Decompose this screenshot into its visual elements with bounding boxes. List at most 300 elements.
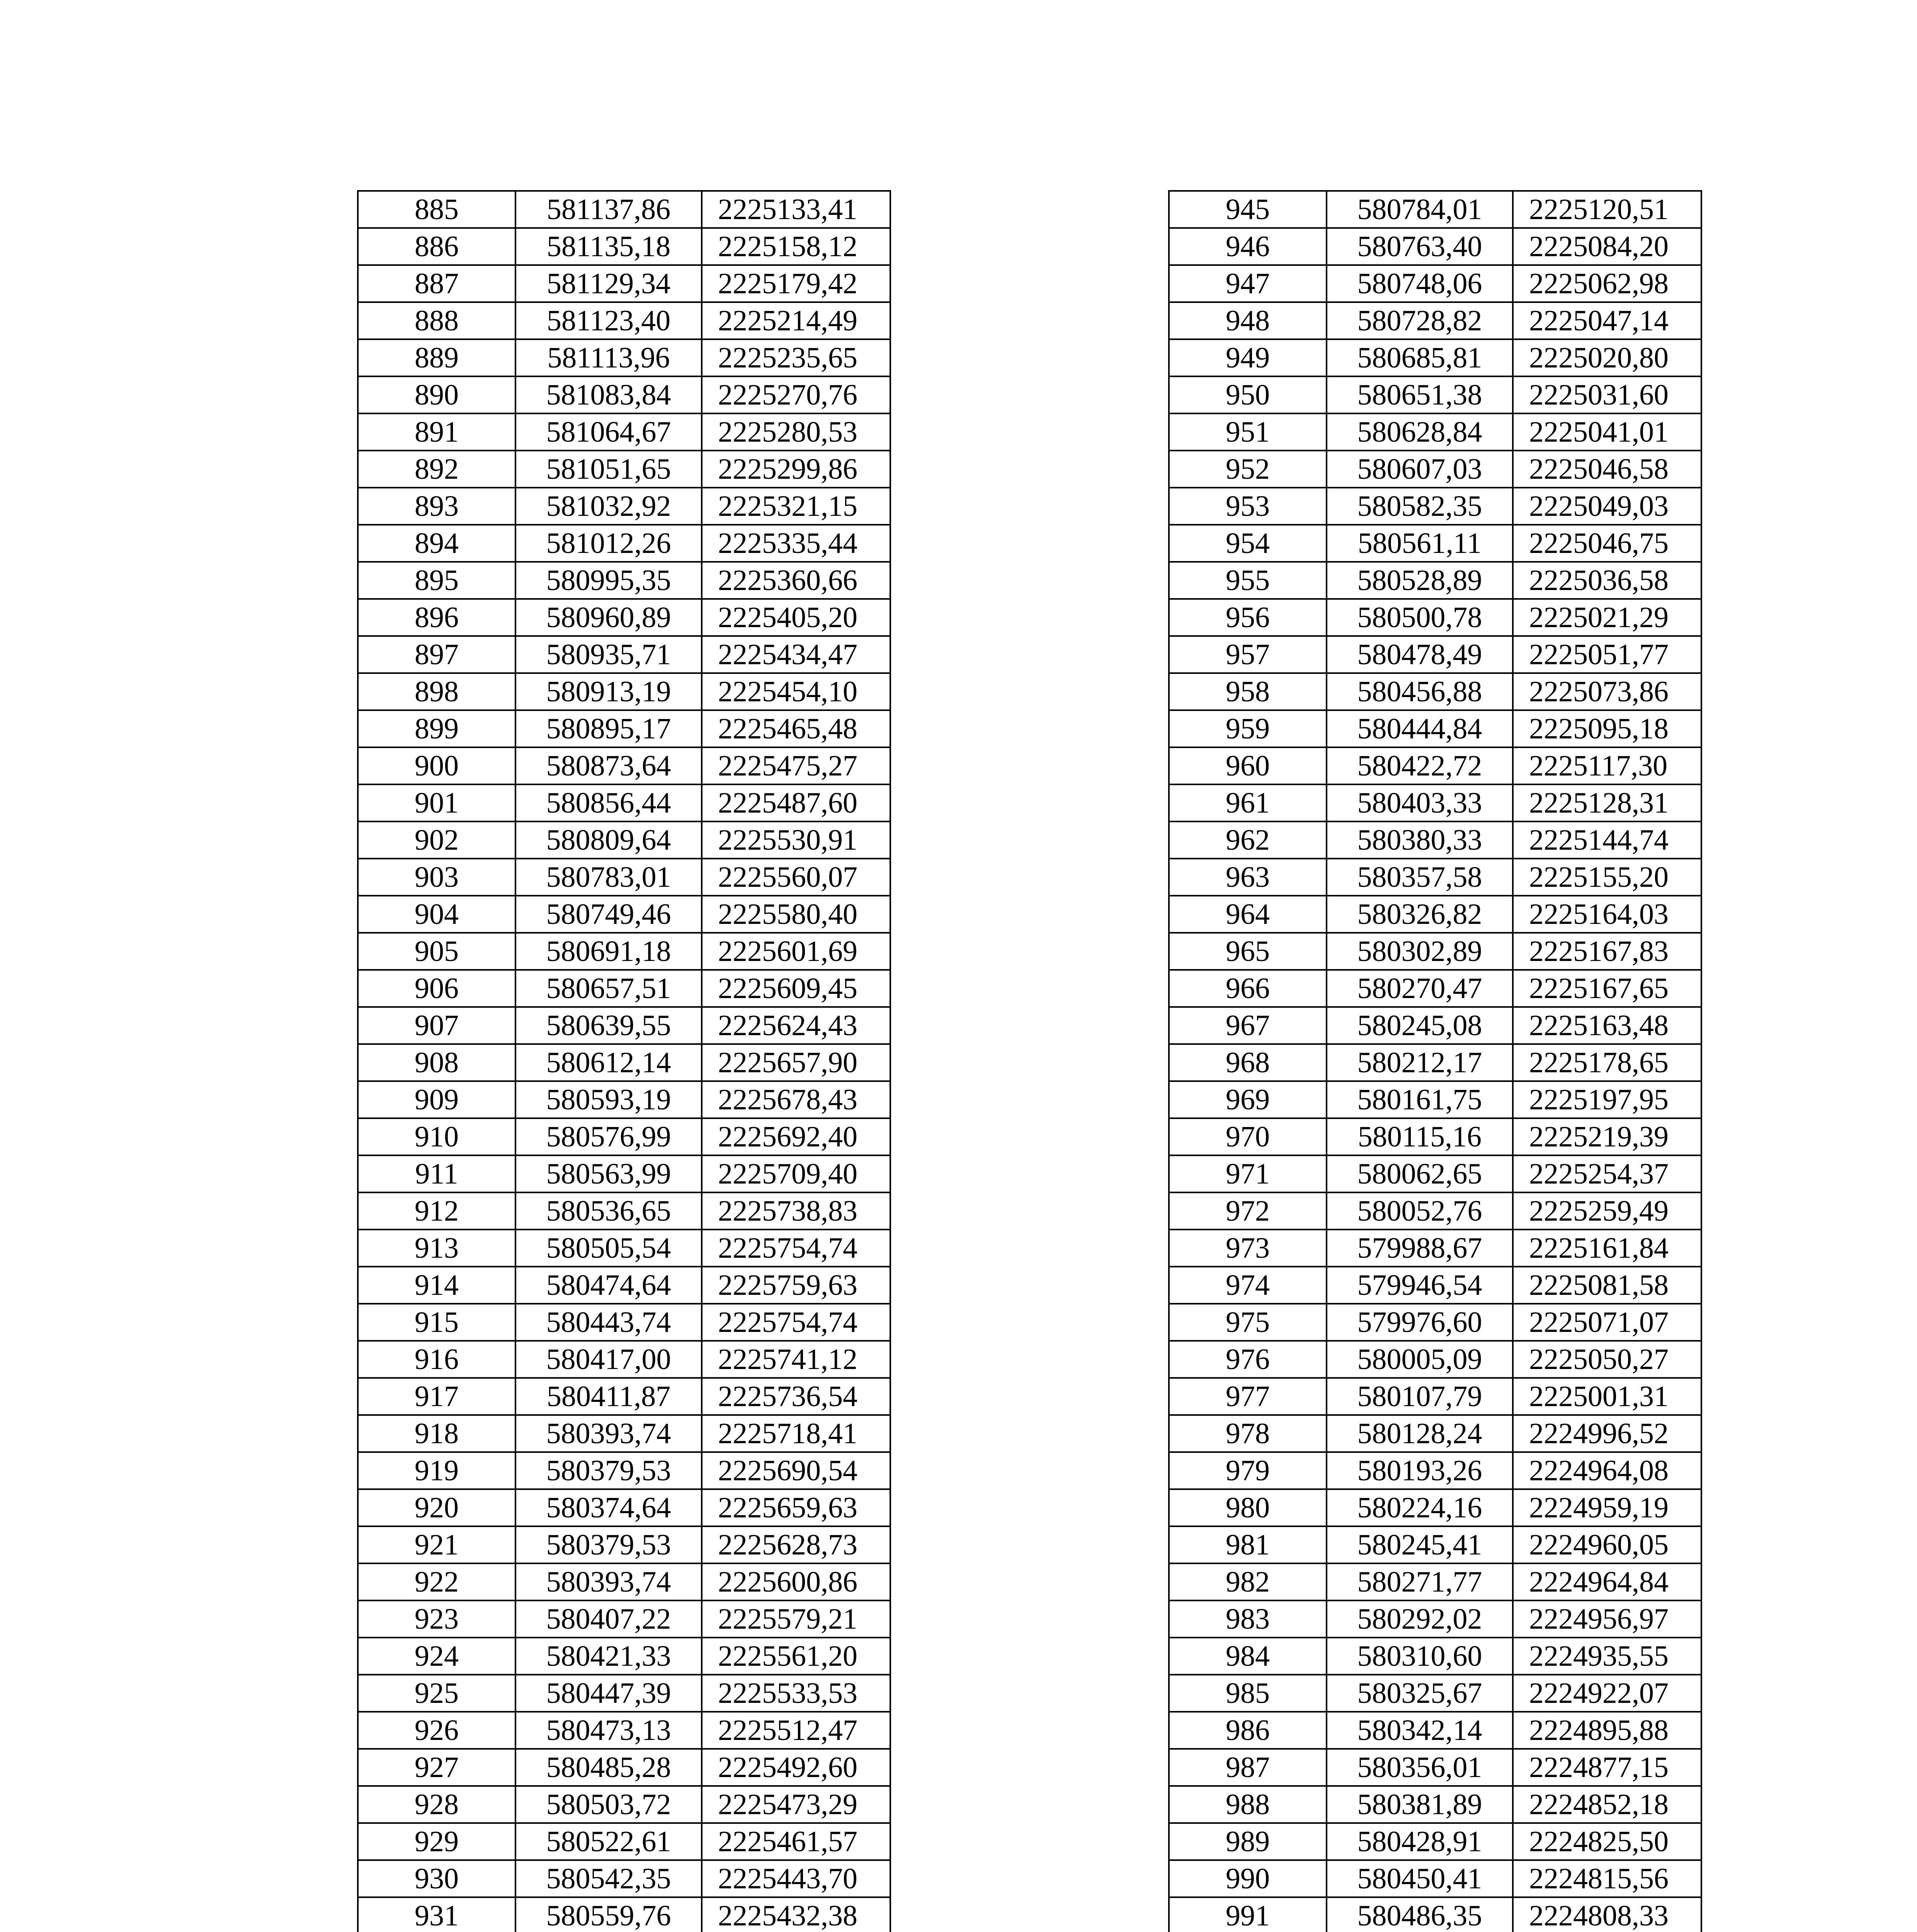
table-row — [1169, 1712, 1701, 1749]
x-coordinate-cell: 580576,99 — [515, 1118, 702, 1155]
point-number-cell: 980 — [1169, 1489, 1327, 1526]
y-coordinate-cell: 2225164,03 — [1513, 896, 1701, 933]
x-coordinate-cell: 580356,01 — [1327, 1749, 1513, 1786]
x-coordinate-cell: 580310,60 — [1327, 1638, 1513, 1675]
y-coordinate-cell: 2225465,48 — [702, 710, 890, 747]
y-coordinate-cell: 2225321,15 — [702, 488, 890, 525]
x-coordinate-cell: 580856,44 — [515, 784, 702, 821]
point-number-cell: 947 — [1169, 265, 1327, 302]
x-coordinate-cell: 580628,84 — [1327, 413, 1513, 451]
coordinates-table-left — [357, 190, 891, 1932]
table-row — [358, 599, 890, 636]
y-coordinate-cell: 2224956,97 — [1513, 1600, 1701, 1638]
point-number-cell: 955 — [1169, 562, 1327, 599]
y-coordinate-cell: 2225475,27 — [702, 747, 890, 784]
x-coordinate-cell: 580052,76 — [1327, 1192, 1513, 1230]
coordinates-table-left-body — [358, 191, 890, 1932]
table-row — [1169, 896, 1701, 933]
table-row — [1169, 413, 1701, 451]
x-coordinate-cell: 580393,74 — [515, 1563, 702, 1600]
y-coordinate-cell: 2225624,43 — [702, 1007, 890, 1044]
x-coordinate-cell: 580270,47 — [1327, 970, 1513, 1007]
point-number-cell: 901 — [358, 784, 515, 821]
table-row — [358, 265, 890, 302]
table-row — [1169, 933, 1701, 970]
point-number-cell: 917 — [358, 1378, 515, 1415]
table-row — [358, 933, 890, 970]
table-row — [1169, 451, 1701, 488]
point-number-cell: 921 — [358, 1526, 515, 1563]
x-coordinate-cell: 580486,35 — [1327, 1897, 1513, 1932]
y-coordinate-cell: 2225128,31 — [1513, 784, 1701, 821]
x-coordinate-cell: 580292,02 — [1327, 1600, 1513, 1638]
point-number-cell: 976 — [1169, 1341, 1327, 1378]
point-number-cell: 952 — [1169, 451, 1327, 488]
y-coordinate-cell: 2225167,65 — [1513, 970, 1701, 1007]
y-coordinate-cell: 2225487,60 — [702, 784, 890, 821]
y-coordinate-cell: 2224935,55 — [1513, 1638, 1701, 1675]
table-row — [1169, 1378, 1701, 1415]
x-coordinate-cell: 580612,14 — [515, 1044, 702, 1081]
x-coordinate-cell: 580422,72 — [1327, 747, 1513, 784]
point-number-cell: 984 — [1169, 1638, 1327, 1675]
x-coordinate-cell: 580485,28 — [515, 1749, 702, 1786]
point-number-cell: 911 — [358, 1155, 515, 1192]
x-coordinate-cell: 580505,54 — [515, 1230, 702, 1267]
x-coordinate-cell: 579976,60 — [1327, 1304, 1513, 1341]
y-coordinate-cell: 2224808,33 — [1513, 1897, 1701, 1932]
point-number-cell: 893 — [358, 488, 515, 525]
y-coordinate-cell: 2225299,86 — [702, 451, 890, 488]
table-row — [358, 896, 890, 933]
x-coordinate-cell: 580607,03 — [1327, 451, 1513, 488]
table-row — [358, 1341, 890, 1378]
x-coordinate-cell: 580473,13 — [515, 1712, 702, 1749]
x-coordinate-cell: 580748,06 — [1327, 265, 1513, 302]
x-coordinate-cell: 580559,76 — [515, 1897, 702, 1932]
y-coordinate-cell: 2225759,63 — [702, 1267, 890, 1304]
table-row — [358, 525, 890, 562]
x-coordinate-cell: 580224,16 — [1327, 1489, 1513, 1526]
x-coordinate-cell: 580873,64 — [515, 747, 702, 784]
point-number-cell: 913 — [358, 1230, 515, 1267]
y-coordinate-cell: 2225628,73 — [702, 1526, 890, 1563]
x-coordinate-cell: 580161,75 — [1327, 1081, 1513, 1118]
point-number-cell: 910 — [358, 1118, 515, 1155]
x-coordinate-cell: 580809,64 — [515, 821, 702, 859]
table-row — [1169, 1749, 1701, 1786]
table-row — [1169, 970, 1701, 1007]
table-row — [1169, 562, 1701, 599]
point-number-cell: 967 — [1169, 1007, 1327, 1044]
x-coordinate-cell: 580428,91 — [1327, 1823, 1513, 1860]
point-number-cell: 927 — [358, 1749, 515, 1786]
y-coordinate-cell: 2224895,88 — [1513, 1712, 1701, 1749]
y-coordinate-cell: 2225050,27 — [1513, 1341, 1701, 1378]
x-coordinate-cell: 580443,74 — [515, 1304, 702, 1341]
point-number-cell: 945 — [1169, 191, 1327, 228]
y-coordinate-cell: 2225754,74 — [702, 1230, 890, 1267]
x-coordinate-cell: 580381,89 — [1327, 1786, 1513, 1823]
x-coordinate-cell: 580393,74 — [515, 1415, 702, 1452]
y-coordinate-cell: 2225020,80 — [1513, 339, 1701, 376]
x-coordinate-cell: 580528,89 — [1327, 562, 1513, 599]
y-coordinate-cell: 2225492,60 — [702, 1749, 890, 1786]
x-coordinate-cell: 581129,34 — [515, 265, 702, 302]
y-coordinate-cell: 2225073,86 — [1513, 673, 1701, 710]
x-coordinate-cell: 580379,53 — [515, 1526, 702, 1563]
point-number-cell: 909 — [358, 1081, 515, 1118]
x-coordinate-cell: 580374,64 — [515, 1489, 702, 1526]
y-coordinate-cell: 2225219,39 — [1513, 1118, 1701, 1155]
y-coordinate-cell: 2225036,58 — [1513, 562, 1701, 599]
table-row — [358, 1192, 890, 1230]
table-row — [358, 488, 890, 525]
table-row — [358, 1230, 890, 1267]
table-row — [1169, 339, 1701, 376]
table-row — [1169, 784, 1701, 821]
table-row — [1169, 1675, 1701, 1712]
y-coordinate-cell: 2225678,43 — [702, 1081, 890, 1118]
y-coordinate-cell: 2225741,12 — [702, 1341, 890, 1378]
x-coordinate-cell: 580193,26 — [1327, 1452, 1513, 1489]
x-coordinate-cell: 580245,41 — [1327, 1526, 1513, 1563]
table-row — [1169, 1341, 1701, 1378]
point-number-cell: 931 — [358, 1897, 515, 1932]
y-coordinate-cell: 2225579,21 — [702, 1600, 890, 1638]
x-coordinate-cell: 580403,33 — [1327, 784, 1513, 821]
point-number-cell: 889 — [358, 339, 515, 376]
x-coordinate-cell: 580685,81 — [1327, 339, 1513, 376]
y-coordinate-cell: 2225031,60 — [1513, 376, 1701, 413]
point-number-cell: 977 — [1169, 1378, 1327, 1415]
point-number-cell: 974 — [1169, 1267, 1327, 1304]
table-row — [1169, 1563, 1701, 1600]
point-number-cell: 904 — [358, 896, 515, 933]
table-row — [1169, 488, 1701, 525]
table-row — [1169, 265, 1701, 302]
point-number-cell: 985 — [1169, 1675, 1327, 1712]
table-row — [358, 1786, 890, 1823]
y-coordinate-cell: 2225692,40 — [702, 1118, 890, 1155]
x-coordinate-cell: 580657,51 — [515, 970, 702, 1007]
y-coordinate-cell: 2224877,15 — [1513, 1749, 1701, 1786]
point-number-cell: 903 — [358, 859, 515, 896]
table-row — [358, 1304, 890, 1341]
x-coordinate-cell: 580447,39 — [515, 1675, 702, 1712]
x-coordinate-cell: 580651,38 — [1327, 376, 1513, 413]
y-coordinate-cell: 2225600,86 — [702, 1563, 890, 1600]
table-row — [1169, 302, 1701, 339]
point-number-cell: 968 — [1169, 1044, 1327, 1081]
table-row — [1169, 636, 1701, 673]
y-coordinate-cell: 2224996,52 — [1513, 1415, 1701, 1452]
table-row — [1169, 1452, 1701, 1489]
y-coordinate-cell: 2225709,40 — [702, 1155, 890, 1192]
y-coordinate-cell: 2224852,18 — [1513, 1786, 1701, 1823]
point-number-cell: 989 — [1169, 1823, 1327, 1860]
table-row — [358, 451, 890, 488]
x-coordinate-cell: 580728,82 — [1327, 302, 1513, 339]
table-row — [1169, 673, 1701, 710]
point-number-cell: 908 — [358, 1044, 515, 1081]
y-coordinate-cell: 2225062,98 — [1513, 265, 1701, 302]
table-row — [358, 1081, 890, 1118]
x-coordinate-cell: 580503,72 — [515, 1786, 702, 1823]
point-number-cell: 918 — [358, 1415, 515, 1452]
table-row — [358, 1452, 890, 1489]
y-coordinate-cell: 2225270,76 — [702, 376, 890, 413]
table-row — [358, 673, 890, 710]
x-coordinate-cell: 581123,40 — [515, 302, 702, 339]
point-number-cell: 905 — [358, 933, 515, 970]
point-number-cell: 986 — [1169, 1712, 1327, 1749]
point-number-cell: 970 — [1169, 1118, 1327, 1155]
y-coordinate-cell: 2225461,57 — [702, 1823, 890, 1860]
table-row — [358, 339, 890, 376]
y-coordinate-cell: 2224922,07 — [1513, 1675, 1701, 1712]
y-coordinate-cell: 2225259,49 — [1513, 1192, 1701, 1230]
table-row — [1169, 599, 1701, 636]
x-coordinate-cell: 580450,41 — [1327, 1860, 1513, 1897]
point-number-cell: 978 — [1169, 1415, 1327, 1452]
y-coordinate-cell: 2225179,42 — [702, 265, 890, 302]
table-row — [358, 1118, 890, 1155]
y-coordinate-cell: 2225071,07 — [1513, 1304, 1701, 1341]
x-coordinate-cell: 580062,65 — [1327, 1155, 1513, 1192]
point-number-cell: 924 — [358, 1638, 515, 1675]
point-number-cell: 948 — [1169, 302, 1327, 339]
x-coordinate-cell: 580582,35 — [1327, 488, 1513, 525]
y-coordinate-cell: 2225335,44 — [702, 525, 890, 562]
point-number-cell: 969 — [1169, 1081, 1327, 1118]
table-row — [1169, 1526, 1701, 1563]
table-row — [358, 1044, 890, 1081]
x-coordinate-cell: 581032,92 — [515, 488, 702, 525]
y-coordinate-cell: 2225530,91 — [702, 821, 890, 859]
table-row — [358, 1155, 890, 1192]
y-coordinate-cell: 2225533,53 — [702, 1675, 890, 1712]
y-coordinate-cell: 2225280,53 — [702, 413, 890, 451]
y-coordinate-cell: 2225158,12 — [702, 228, 890, 265]
point-number-cell: 964 — [1169, 896, 1327, 933]
point-number-cell: 902 — [358, 821, 515, 859]
table-row — [358, 1600, 890, 1638]
y-coordinate-cell: 2225046,75 — [1513, 525, 1701, 562]
table-row — [1169, 1860, 1701, 1897]
point-number-cell: 930 — [358, 1860, 515, 1897]
table-row — [1169, 1267, 1701, 1304]
table-row — [1169, 1081, 1701, 1118]
point-number-cell: 897 — [358, 636, 515, 673]
point-number-cell: 990 — [1169, 1860, 1327, 1897]
x-coordinate-cell: 580784,01 — [1327, 191, 1513, 228]
point-number-cell: 885 — [358, 191, 515, 228]
point-number-cell: 886 — [358, 228, 515, 265]
x-coordinate-cell: 580325,67 — [1327, 1675, 1513, 1712]
point-number-cell: 959 — [1169, 710, 1327, 747]
table-row — [358, 1378, 890, 1415]
y-coordinate-cell: 2225718,41 — [702, 1415, 890, 1452]
y-coordinate-cell: 2225046,58 — [1513, 451, 1701, 488]
y-coordinate-cell: 2225021,29 — [1513, 599, 1701, 636]
y-coordinate-cell: 2225047,14 — [1513, 302, 1701, 339]
x-coordinate-cell: 580271,77 — [1327, 1563, 1513, 1600]
x-coordinate-cell: 580474,64 — [515, 1267, 702, 1304]
table-row — [1169, 376, 1701, 413]
point-number-cell: 950 — [1169, 376, 1327, 413]
x-coordinate-cell: 581113,96 — [515, 339, 702, 376]
coordinates-table-right-body — [1169, 191, 1701, 1932]
y-coordinate-cell: 2225609,45 — [702, 970, 890, 1007]
point-number-cell: 971 — [1169, 1155, 1327, 1192]
table-row — [1169, 1600, 1701, 1638]
table-row — [1169, 1007, 1701, 1044]
table-row — [358, 1526, 890, 1563]
y-coordinate-cell: 2225659,63 — [702, 1489, 890, 1526]
table-row — [358, 376, 890, 413]
y-coordinate-cell: 2225197,95 — [1513, 1081, 1701, 1118]
table-row — [358, 1749, 890, 1786]
point-number-cell: 888 — [358, 302, 515, 339]
point-number-cell: 898 — [358, 673, 515, 710]
y-coordinate-cell: 2225736,54 — [702, 1378, 890, 1415]
table-row — [358, 228, 890, 265]
y-coordinate-cell: 2225133,41 — [702, 191, 890, 228]
x-coordinate-cell: 579988,67 — [1327, 1230, 1513, 1267]
x-coordinate-cell: 580639,55 — [515, 1007, 702, 1044]
x-coordinate-cell: 580960,89 — [515, 599, 702, 636]
table-row — [358, 562, 890, 599]
x-coordinate-cell: 580357,58 — [1327, 859, 1513, 896]
point-number-cell: 972 — [1169, 1192, 1327, 1230]
table-row — [1169, 228, 1701, 265]
table-row — [1169, 859, 1701, 896]
table-row — [1169, 1192, 1701, 1230]
y-coordinate-cell: 2225084,20 — [1513, 228, 1701, 265]
y-coordinate-cell: 2225432,38 — [702, 1897, 890, 1932]
point-number-cell: 919 — [358, 1452, 515, 1489]
point-number-cell: 920 — [358, 1489, 515, 1526]
table-row — [358, 1897, 890, 1932]
point-number-cell: 894 — [358, 525, 515, 562]
y-coordinate-cell: 2225214,49 — [702, 302, 890, 339]
point-number-cell: 928 — [358, 1786, 515, 1823]
table-row — [358, 784, 890, 821]
y-coordinate-cell: 2224825,50 — [1513, 1823, 1701, 1860]
point-number-cell: 926 — [358, 1712, 515, 1749]
point-number-cell: 914 — [358, 1267, 515, 1304]
point-number-cell: 965 — [1169, 933, 1327, 970]
point-number-cell: 925 — [358, 1675, 515, 1712]
y-coordinate-cell: 2225081,58 — [1513, 1267, 1701, 1304]
point-number-cell: 906 — [358, 970, 515, 1007]
x-coordinate-cell: 580411,87 — [515, 1378, 702, 1415]
table-row — [358, 1675, 890, 1712]
y-coordinate-cell: 2225235,65 — [702, 339, 890, 376]
x-coordinate-cell: 580913,19 — [515, 673, 702, 710]
coordinates-table-right — [1168, 190, 1702, 1932]
x-coordinate-cell: 580542,35 — [515, 1860, 702, 1897]
y-coordinate-cell: 2225155,20 — [1513, 859, 1701, 896]
x-coordinate-cell: 580326,82 — [1327, 896, 1513, 933]
x-coordinate-cell: 580245,08 — [1327, 1007, 1513, 1044]
point-number-cell: 916 — [358, 1341, 515, 1378]
x-coordinate-cell: 580407,22 — [515, 1600, 702, 1638]
table-row — [358, 970, 890, 1007]
y-coordinate-cell: 2225560,07 — [702, 859, 890, 896]
y-coordinate-cell: 2225454,10 — [702, 673, 890, 710]
point-number-cell: 922 — [358, 1563, 515, 1600]
y-coordinate-cell: 2225738,83 — [702, 1192, 890, 1230]
table-row — [358, 1415, 890, 1452]
x-coordinate-cell: 580995,35 — [515, 562, 702, 599]
table-row — [1169, 1230, 1701, 1267]
point-number-cell: 890 — [358, 376, 515, 413]
y-coordinate-cell: 2225117,30 — [1513, 747, 1701, 784]
y-coordinate-cell: 2225580,40 — [702, 896, 890, 933]
point-number-cell: 895 — [358, 562, 515, 599]
y-coordinate-cell: 2225001,31 — [1513, 1378, 1701, 1415]
point-number-cell: 973 — [1169, 1230, 1327, 1267]
y-coordinate-cell: 2224959,19 — [1513, 1489, 1701, 1526]
table-row — [1169, 1304, 1701, 1341]
y-coordinate-cell: 2224815,56 — [1513, 1860, 1701, 1897]
point-number-cell: 887 — [358, 265, 515, 302]
table-row — [358, 710, 890, 747]
point-number-cell: 957 — [1169, 636, 1327, 673]
y-coordinate-cell: 2224964,08 — [1513, 1452, 1701, 1489]
table-row — [1169, 747, 1701, 784]
x-coordinate-cell: 580593,19 — [515, 1081, 702, 1118]
x-coordinate-cell: 580763,40 — [1327, 228, 1513, 265]
y-coordinate-cell: 2225051,77 — [1513, 636, 1701, 673]
x-coordinate-cell: 579946,54 — [1327, 1267, 1513, 1304]
x-coordinate-cell: 580417,00 — [515, 1341, 702, 1378]
table-row — [1169, 1489, 1701, 1526]
point-number-cell: 979 — [1169, 1452, 1327, 1489]
y-coordinate-cell: 2225049,03 — [1513, 488, 1701, 525]
point-number-cell: 907 — [358, 1007, 515, 1044]
x-coordinate-cell: 580128,24 — [1327, 1415, 1513, 1452]
x-coordinate-cell: 580478,49 — [1327, 636, 1513, 673]
table-row — [1169, 1118, 1701, 1155]
table-row — [1169, 1786, 1701, 1823]
y-coordinate-cell: 2224960,05 — [1513, 1526, 1701, 1563]
point-number-cell: 899 — [358, 710, 515, 747]
table-row — [1169, 821, 1701, 859]
y-coordinate-cell: 2225473,29 — [702, 1786, 890, 1823]
point-number-cell: 946 — [1169, 228, 1327, 265]
point-number-cell: 956 — [1169, 599, 1327, 636]
table-row — [358, 1712, 890, 1749]
y-coordinate-cell: 2225657,90 — [702, 1044, 890, 1081]
x-coordinate-cell: 580563,99 — [515, 1155, 702, 1192]
point-number-cell: 896 — [358, 599, 515, 636]
point-number-cell: 923 — [358, 1600, 515, 1638]
y-coordinate-cell: 2225163,48 — [1513, 1007, 1701, 1044]
point-number-cell: 962 — [1169, 821, 1327, 859]
x-coordinate-cell: 580783,01 — [515, 859, 702, 896]
table-row — [1169, 1823, 1701, 1860]
table-row — [358, 636, 890, 673]
x-coordinate-cell: 580380,33 — [1327, 821, 1513, 859]
point-number-cell: 929 — [358, 1823, 515, 1860]
point-number-cell: 963 — [1169, 859, 1327, 896]
point-number-cell: 951 — [1169, 413, 1327, 451]
table-row — [358, 1489, 890, 1526]
y-coordinate-cell: 2224964,84 — [1513, 1563, 1701, 1600]
